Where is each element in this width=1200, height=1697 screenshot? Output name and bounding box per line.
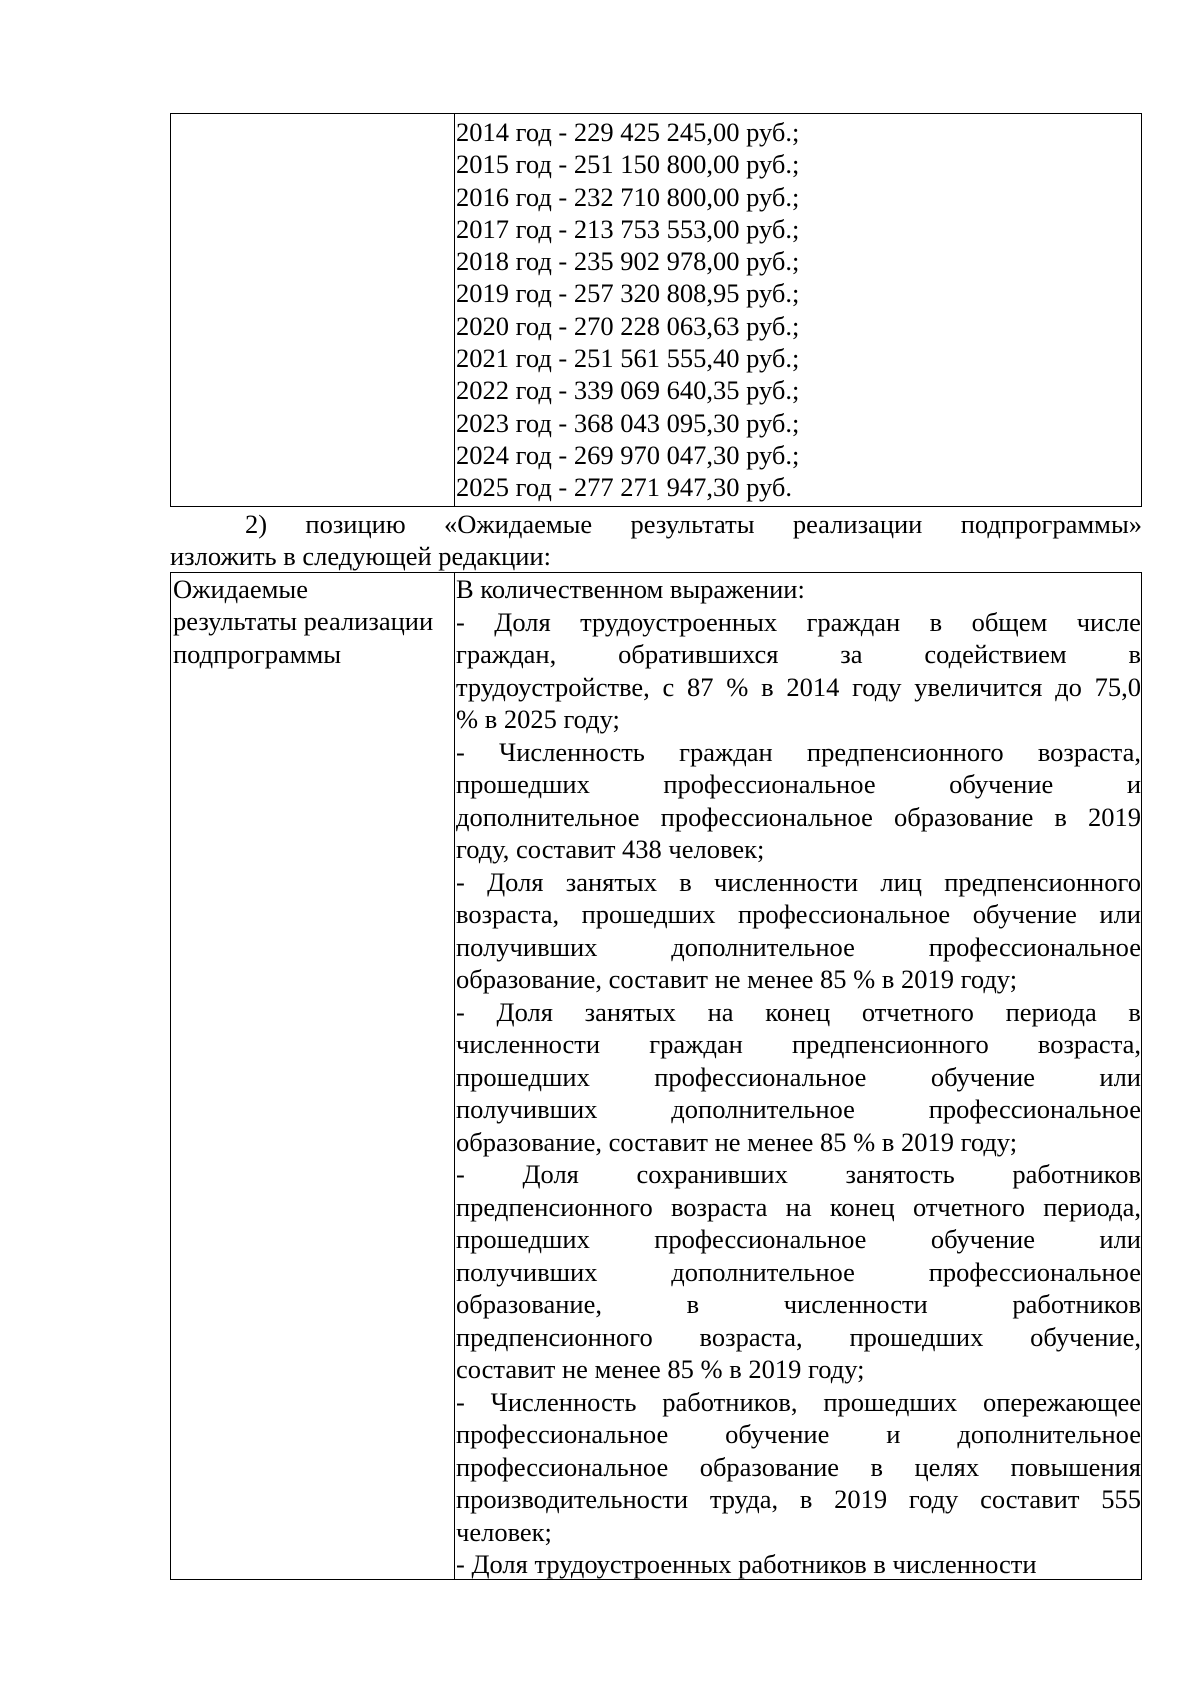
- funding-table-right-cell: [455, 114, 1141, 506]
- results-text-line: образование, составит не менее 85 % в 2019 году;: [456, 964, 1018, 994]
- results-label: [171, 573, 454, 670]
- results-table-left-cell: [171, 573, 455, 1579]
- results-text-line: получивших дополнительное профессиональное: [456, 1094, 1141, 1124]
- funding-year-line: 2017 год - 213 753 553,00 руб.;: [456, 213, 800, 244]
- funding-year-line: 2016 год - 232 710 800,00 руб.;: [456, 181, 800, 212]
- results-label-line: Ожидаемые: [173, 574, 308, 604]
- paragraph-line-2: изложить в следующей редакции:: [170, 541, 551, 571]
- results-text-line: составит не менее 85 % в 2019 году;: [456, 1354, 865, 1384]
- funding-year-line: 2014 год - 229 425 245,00 руб.;: [456, 117, 800, 147]
- results-text-line: предпенсионного возраста на конец отчетного периода,: [456, 1191, 1141, 1222]
- funding-year-line: 2025 год - 277 271 947,30 руб.: [456, 472, 793, 503]
- results-text-line: % в 2025 году;: [456, 704, 620, 734]
- funding-table: [170, 113, 1142, 507]
- results-text-line: - Численность граждан предпенсионного возраста,: [456, 736, 1141, 767]
- results-text-line: - Доля трудоустроенных граждан в общем числе: [456, 606, 1141, 637]
- results-label-line: подпрограммы: [173, 638, 342, 669]
- results-text-line: дополнительное профессиональное образование в 2019: [456, 801, 1141, 832]
- funding-table-left-cell: [171, 114, 455, 506]
- results-text-line: человек;: [456, 1516, 552, 1547]
- results-text-line: - Доля занятых на конец отчетного периода в: [456, 996, 1141, 1027]
- results-text-line: прошедших профессиональное обучение или: [456, 1224, 1141, 1254]
- results-text-line: предпенсионного возраста, прошедших обучение,: [456, 1321, 1141, 1352]
- funding-year-line: 2021 год - 251 561 555,40 руб.;: [456, 343, 800, 374]
- results-text-line: - Доля трудоустроенных работников в численности: [456, 1549, 1037, 1579]
- funding-year-line: 2015 год - 251 150 800,00 руб.;: [456, 149, 800, 180]
- results-text-line: прошедших профессиональное обучение и: [456, 769, 1141, 799]
- results-text-line: - Доля занятых в численности лиц предпенсионного: [456, 866, 1141, 897]
- results-text-line: году, составит 438 человек;: [456, 834, 765, 864]
- paragraph-line-1: 2) позицию «Ожидаемые результаты реализации подпрограммы»: [245, 509, 1142, 539]
- results-text-line: образование, в численности работников: [456, 1289, 1141, 1319]
- results-text-line: производительности труда, в 2019 году составит 555: [456, 1484, 1141, 1514]
- funding-year-line: 2019 год - 257 320 808,95 руб.;: [456, 278, 800, 309]
- results-label-line: результаты реализации: [173, 606, 434, 637]
- results-text-line: В количественном выражении:: [456, 574, 805, 604]
- results-text-line: трудоустройстве, с 87 % в 2014 году увеличится до 75,0: [456, 671, 1141, 702]
- results-table: [170, 572, 1142, 1580]
- results-text-line: - Численность работников, прошедших опережающее: [456, 1386, 1141, 1417]
- results-text-line: прошедших профессиональное обучение или: [456, 1061, 1141, 1092]
- results-text-line: - Доля сохранивших занятость работников: [456, 1159, 1141, 1189]
- funding-year-line: 2024 год - 269 970 047,30 руб.;: [456, 439, 800, 470]
- results-table-right-cell: [455, 573, 1141, 1579]
- results-text-line: получивших дополнительное профессиональное: [456, 931, 1141, 962]
- results-text-line: получивших дополнительное профессиональное: [456, 1256, 1141, 1287]
- funding-year-line: 2023 год - 368 043 095,30 руб.;: [456, 407, 800, 438]
- results-text-line: численности граждан предпенсионного возраста,: [456, 1029, 1141, 1059]
- funding-year-line: 2022 год - 339 069 640,35 руб.;: [456, 375, 800, 406]
- results-text-line: профессиональное обучение и дополнительное: [456, 1419, 1141, 1449]
- funding-year-line: 2018 год - 235 902 978,00 руб.;: [456, 246, 800, 277]
- results-text-line: граждан, обратившихся за содействием в: [456, 639, 1141, 669]
- funding-year-line: 2020 год - 270 228 063,63 руб.;: [456, 310, 800, 341]
- results-text-line: профессиональное образование в целях повышения: [456, 1451, 1141, 1482]
- results-text-line: возраста, прошедших профессиональное обучение или: [456, 899, 1141, 929]
- results-text-line: образование, составит не менее 85 % в 2019 году;: [456, 1126, 1018, 1157]
